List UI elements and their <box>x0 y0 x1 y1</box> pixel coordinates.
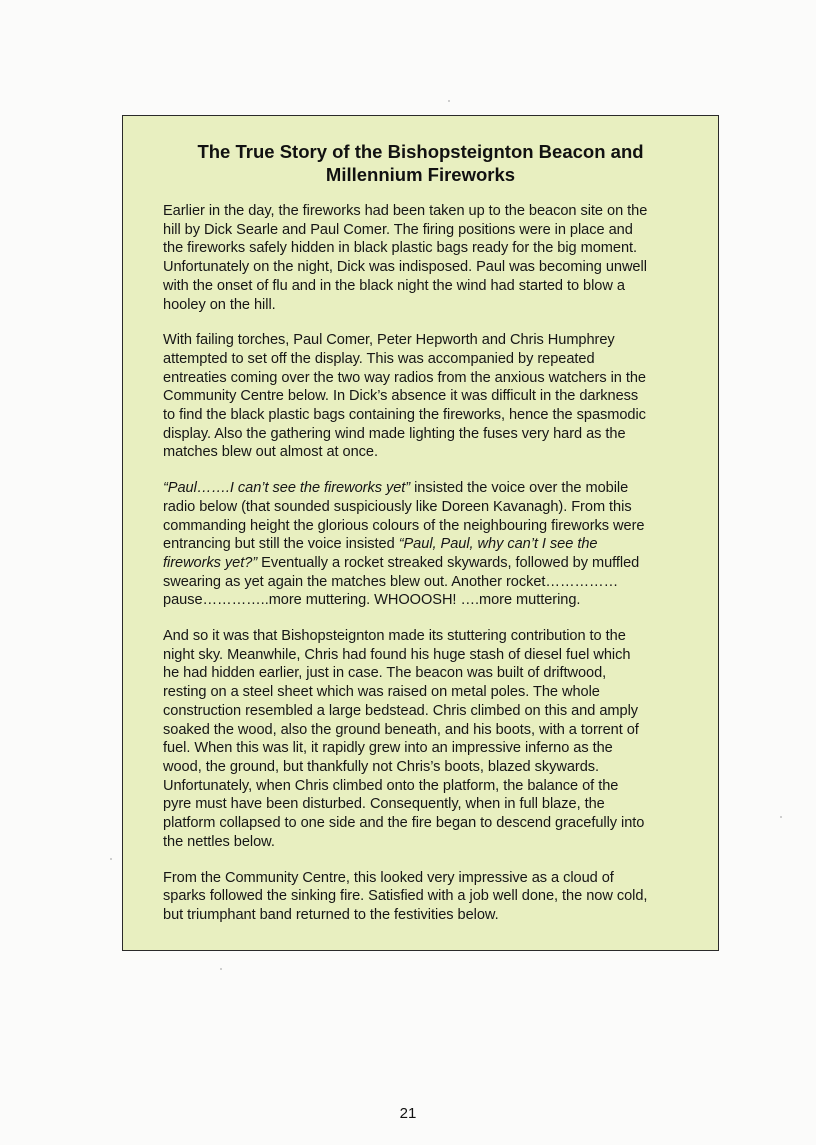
text-run: With failing torches, Paul Comer, Peter Hepworth and Chris Humphrey <box>163 332 615 349</box>
paragraph-line <box>163 683 715 702</box>
text-run: wood, the ground, but thankfully not Chris’s boots, blazed skywards. <box>163 758 600 775</box>
italic-quote: “Paul, Paul, why can’t I see the <box>398 536 598 553</box>
text-run: night sky. Meanwhile, Chris had found his huge stash of diesel fuel which <box>163 646 631 663</box>
text-run: but triumphant band returned to the festivities below. <box>163 906 499 923</box>
text-run: with the onset of flu and in the black night the wind had started to blow a <box>163 277 625 294</box>
text-run: he had hidden earlier, just in case. The beacon was built of driftwood, <box>163 665 607 682</box>
paragraph-line <box>163 498 715 517</box>
paragraph-line <box>163 591 715 610</box>
scan-speck <box>110 858 112 860</box>
paragraph-line <box>163 479 715 498</box>
page-number: 21 <box>399 1105 417 1122</box>
story-paragraph-3 <box>163 479 715 610</box>
text-run: Eventually a rocket streaked skywards, followed by muffled <box>257 554 640 571</box>
text-run: Community Centre below. In Dick’s absence it was difficult in the darkness <box>163 388 639 405</box>
text-run: hill by Dick Searle and Paul Comer. The firing positions were in place and <box>163 221 633 238</box>
paragraph-line <box>163 296 715 315</box>
paragraph-line <box>163 795 715 814</box>
paragraph-line <box>163 646 715 665</box>
paragraph-line <box>163 443 715 462</box>
paragraph-line <box>163 387 715 406</box>
text-run: entrancing but still the voice insisted <box>163 536 399 553</box>
story-paragraph-2 <box>163 331 715 462</box>
story-paragraph-4 <box>163 627 715 851</box>
paragraph-line <box>163 869 715 888</box>
italic-quote: “Paul…….I can’t see the fireworks yet” <box>163 480 411 497</box>
story-title-line-2: Millennium Fireworks <box>325 164 516 185</box>
text-run: the fireworks safely hidden in black plastic bags ready for the big moment. <box>163 240 638 257</box>
text-run: And so it was that Bishopsteignton made its stuttering contribution to the <box>163 628 626 645</box>
paragraph-line <box>163 702 715 721</box>
paragraph-line <box>163 887 715 906</box>
paragraph-line <box>163 777 715 796</box>
text-run: construction resembled a large bedstead. Chris climbed on this and amply <box>163 702 639 719</box>
paragraph-line <box>163 258 715 277</box>
paragraph-line <box>163 814 715 833</box>
paragraph-line <box>163 350 715 369</box>
paragraph-line <box>163 573 715 592</box>
text-run: pause…………..more muttering. WHOOOSH! ….more muttering. <box>163 592 581 609</box>
paragraph-line <box>163 906 715 925</box>
paragraph-line <box>163 425 715 444</box>
text-run: Unfortunately, when Chris climbed onto the platform, the balance of the <box>163 777 619 794</box>
paragraph-line <box>163 664 715 683</box>
story-body <box>163 202 715 942</box>
text-run: matches blew out almost at once. <box>163 444 378 461</box>
text-run: hooley on the hill. <box>163 296 276 313</box>
text-run: radio below (that sounded suspiciously like Doreen Kavanagh). From this <box>163 498 632 515</box>
scan-speck <box>780 816 782 818</box>
text-run: sparks followed the sinking fire. Satisfied with a job well done, the now cold, <box>163 888 648 905</box>
text-run: entreaties coming over the two way radios from the anxious watchers in the <box>163 369 646 386</box>
paragraph-line <box>163 627 715 646</box>
story-paragraph-5 <box>163 869 715 925</box>
scan-speck <box>220 968 222 970</box>
text-run: resting on a steel sheet which was raised on metal poles. The whole <box>163 684 600 701</box>
story-title-line-1: The True Story of the Bishopsteignton Beacon and <box>197 141 644 162</box>
paragraph-line <box>163 406 715 425</box>
text-run: attempted to set off the display. This was accompanied by repeated <box>163 350 595 367</box>
paragraph-line <box>163 535 715 554</box>
text-run: fuel. When this was lit, it rapidly grew into an impressive inferno as the <box>163 740 613 757</box>
paragraph-line <box>163 202 715 221</box>
scan-speck <box>448 100 450 102</box>
italic-quote: fireworks yet?” <box>163 554 258 571</box>
paragraph-line <box>163 758 715 777</box>
story-box <box>122 115 719 951</box>
text-run: From the Community Centre, this looked very impressive as a cloud of <box>163 869 614 886</box>
text-run: commanding height the glorious colours of the neighbouring fireworks were <box>163 517 645 534</box>
paragraph-line <box>163 739 715 758</box>
text-run: swearing as yet again the matches blew out. Another rocket…………… <box>163 573 619 590</box>
paragraph-line <box>163 239 715 258</box>
story-title <box>123 140 718 186</box>
text-run: soaked the wood, also the ground beneath, and his boots, with a torrent of <box>163 721 639 738</box>
text-run: pyre must have been disturbed. Consequently, when in full blaze, the <box>163 796 605 813</box>
paragraph-line <box>163 277 715 296</box>
paragraph-line <box>163 331 715 350</box>
paragraph-line <box>163 221 715 240</box>
paragraph-line <box>163 833 715 852</box>
text-run: platform collapsed to one side and the fire began to descend gracefully into <box>163 815 645 832</box>
text-run: insisted the voice over the mobile <box>410 480 629 497</box>
text-run: to find the black plastic bags containing the fireworks, hence the spasmodic <box>163 407 646 424</box>
paragraph-line <box>163 369 715 388</box>
story-paragraph-1 <box>163 202 715 314</box>
paragraph-line <box>163 554 715 573</box>
text-run: the nettles below. <box>163 833 275 850</box>
paragraph-line <box>163 517 715 536</box>
text-run: display. Also the gathering wind made lighting the fuses very hard as the <box>163 425 626 442</box>
text-run: Earlier in the day, the fireworks had been taken up to the beacon site on the <box>163 203 648 219</box>
text-run: Unfortunately on the night, Dick was indisposed. Paul was becoming unwell <box>163 259 647 276</box>
paragraph-line <box>163 721 715 740</box>
